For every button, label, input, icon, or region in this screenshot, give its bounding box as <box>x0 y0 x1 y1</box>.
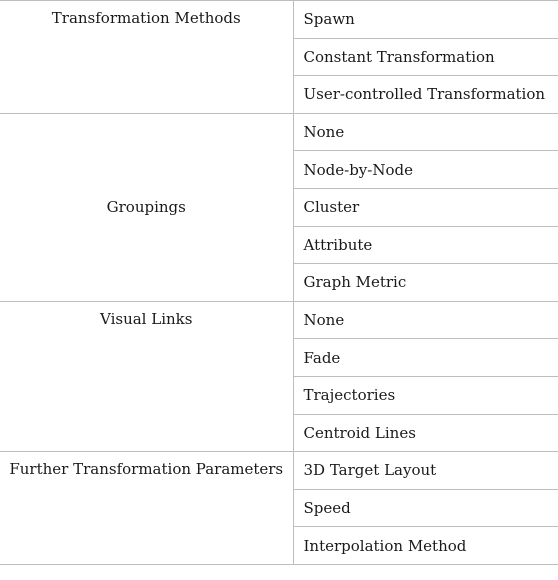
table-row <box>0 1 558 39</box>
option-cell: Spawn <box>293 1 558 39</box>
group-label-groupings: Groupings <box>0 113 293 301</box>
group-label-further-transformation-parameters: Further Transformation Parameters <box>0 452 293 565</box>
option-cell: Centroid Lines <box>293 414 558 452</box>
option-cell: Fade <box>293 339 558 377</box>
option-cell: Node-by-Node <box>293 151 558 189</box>
option-cell: User-controlled Transformation <box>293 76 558 114</box>
option-cell: Graph Metric <box>293 264 558 302</box>
option-cell: Trajectories <box>293 376 558 414</box>
option-cell: Speed <box>293 489 558 527</box>
option-cell: Cluster <box>293 188 558 226</box>
option-cell: Constant Transformation <box>293 38 558 76</box>
option-cell: Interpolation Method <box>293 527 558 565</box>
option-cell: None <box>293 301 558 339</box>
group-label-transformation-methods: Transformation Methods <box>0 1 293 114</box>
table-row <box>0 301 558 339</box>
option-cell: None <box>293 113 558 151</box>
group-label-visual-links: Visual Links <box>0 301 293 451</box>
table-row <box>0 452 558 490</box>
option-cell: 3D Target Layout <box>293 452 558 490</box>
option-cell: Attribute <box>293 226 558 264</box>
table-row <box>0 113 558 151</box>
